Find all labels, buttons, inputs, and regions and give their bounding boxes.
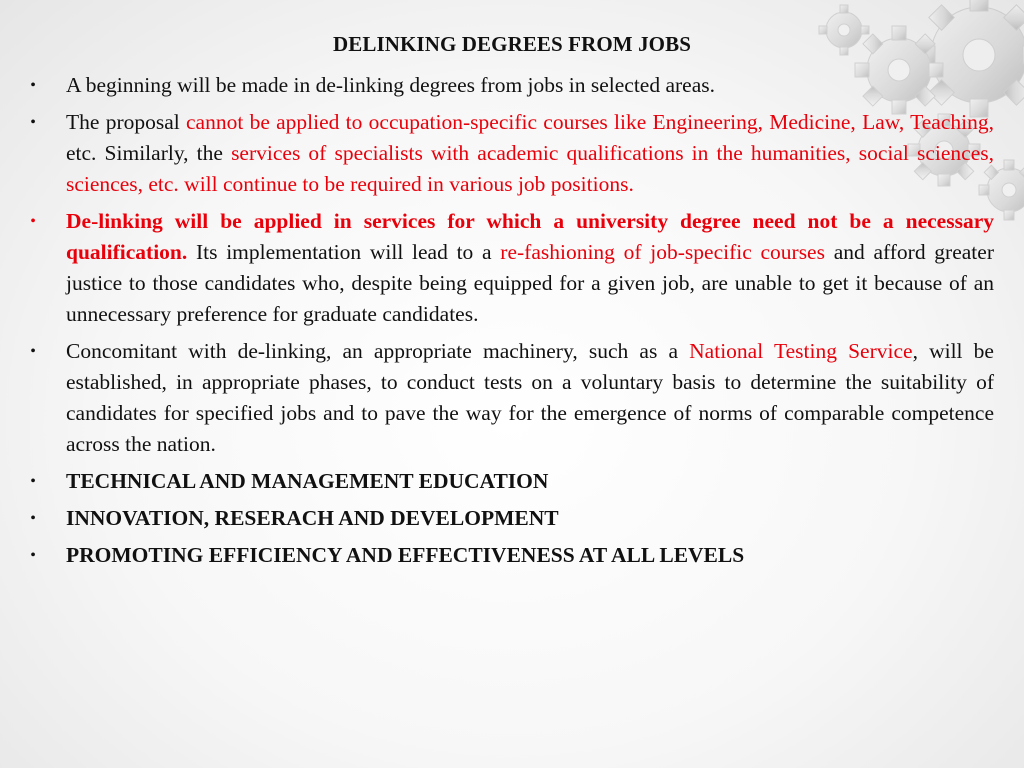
bullet-icon: • bbox=[30, 213, 36, 230]
highlighted-text: cannot be applied to occupation-specific courses like Engineering, Medicine, Law, Teaching, bbox=[186, 110, 994, 134]
bullet-text: etc. Similarly, the bbox=[66, 141, 232, 165]
section-heading: INNOVATION, RESERACH AND DEVELOPMENT bbox=[66, 506, 559, 530]
bullet-list bbox=[26, 70, 994, 577]
bullet-text: and afford greater justice to those candidates who, despite being equipped for a given job, are unable to get it because of an unnecessary preference for graduate candidates. bbox=[66, 240, 994, 326]
bullet-item bbox=[26, 466, 994, 497]
bullet-item bbox=[26, 206, 994, 330]
bold-highlighted-text: De-linking will be applied in services for which a university degree need not be a necessary qualification. bbox=[66, 209, 994, 264]
bullet-text: Its implementation will lead to a bbox=[187, 240, 501, 264]
bullet-item bbox=[26, 336, 994, 460]
highlighted-text: re-fashioning of job-specific courses bbox=[500, 240, 825, 264]
bullet-icon: • bbox=[30, 77, 36, 94]
bullet-item bbox=[26, 503, 994, 534]
highlighted-text: National Testing Service bbox=[689, 339, 913, 363]
bullet-icon: • bbox=[30, 510, 36, 527]
bullet-icon: • bbox=[30, 547, 36, 564]
bullet-text: Concomitant with de-linking, an appropriate machinery, such as a bbox=[66, 339, 690, 363]
section-heading: TECHNICAL AND MANAGEMENT EDUCATION bbox=[66, 469, 549, 493]
bullet-item bbox=[26, 107, 994, 200]
bullet-text: The proposal bbox=[66, 110, 186, 134]
bullet-item bbox=[26, 540, 994, 571]
bullet-item bbox=[26, 70, 994, 101]
bullet-text: , will be established, in appropriate phases, to conduct tests on a voluntary basis to determine the suitability of candidates for specified jobs and to pave the way for the emergence of norms of comparable competence across the nation. bbox=[66, 339, 994, 456]
bullet-icon: • bbox=[30, 473, 36, 490]
section-heading: PROMOTING EFFICIENCY AND EFFECTIVENESS AT ALL LEVELS bbox=[66, 543, 745, 567]
bullet-icon: • bbox=[30, 343, 36, 360]
highlighted-text: services of specialists with academic qualifications in the humanities, social sciences, sciences, etc. will continue to be required in various job positions. bbox=[66, 141, 994, 196]
bullet-icon: • bbox=[30, 114, 36, 131]
bullet-text: A beginning will be made in de-linking degrees from jobs in selected areas. bbox=[66, 73, 715, 97]
slide-title: DELINKING DEGREES FROM JOBS bbox=[332, 32, 691, 56]
